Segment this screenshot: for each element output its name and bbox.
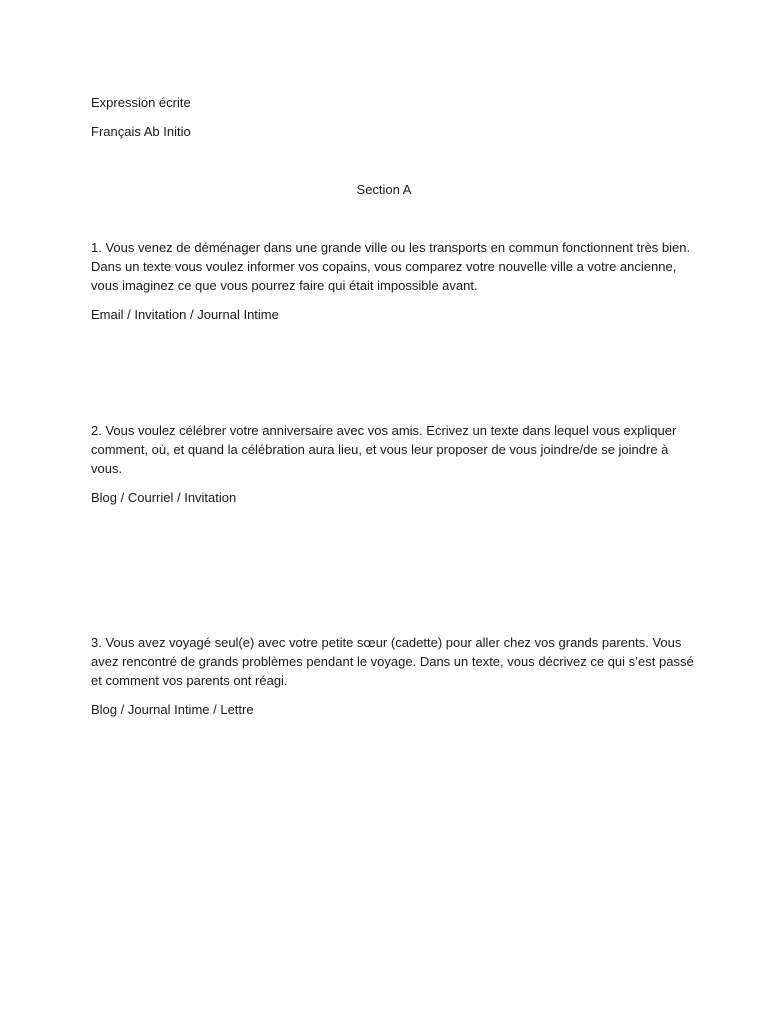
question-1-formats: Email / Invitation / Journal Intime	[91, 307, 279, 322]
question-2	[91, 421, 691, 478]
question-2-formats: Blog / Courriel / Invitation	[91, 490, 237, 505]
document-subtitle: Français Ab Initio	[91, 124, 191, 139]
question-3	[91, 633, 694, 690]
question-1-line-2: Dans un texte vous voulez informer vos copains, vous comparez votre nouvelle ville a votre ancienne,	[91, 259, 677, 274]
question-1-line-1: 1. Vous venez de déménager dans une grande ville ou les transports en commun fonctionnent très bien.	[91, 240, 691, 255]
question-2-line-1: 2. Vous voulez célébrer votre anniversaire avec vos amis. Ecrivez un texte dans lequel vous expliquer	[91, 423, 677, 438]
question-1	[91, 238, 691, 295]
question-3-line-1: 3. Vous avez voyagé seul(e) avec votre petite sœur (cadette) pour aller chez vos grands parents. Vous	[91, 635, 682, 650]
section-heading	[0, 180, 768, 199]
document-title: Expression écrite	[91, 95, 191, 110]
question-3-line-2: avez rencontré de grands problèmes pendant le voyage. Dans un texte, vous décrivez ce qui s’est passé	[91, 654, 694, 669]
section-title-text: Section A	[356, 182, 412, 197]
question-1-line-3: vous imaginez ce que vous pourrez faire qui était impossible avant.	[91, 278, 478, 293]
question-3-formats: Blog / Journal Intime / Lettre	[91, 702, 254, 717]
question-3-line-3: et comment vos parents ont réagi.	[91, 673, 288, 688]
question-2-line-3: vous.	[91, 461, 123, 476]
question-2-line-2: comment, où, et quand la célébration aura lieu, et vous leur proposer de vous joindre/de se joindre à	[91, 442, 669, 457]
